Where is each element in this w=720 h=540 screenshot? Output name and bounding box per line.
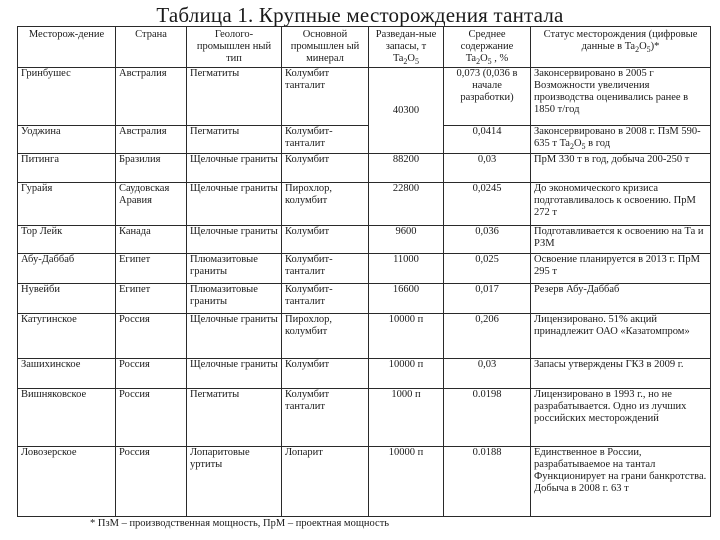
cell-reserves: 9600 — [369, 226, 444, 254]
header-status: Статус месторождения (цифровые данные в $Ta_2O_5)*$ — [531, 27, 711, 68]
cell-country: Египет — [116, 254, 187, 284]
cell-status: Запасы утверждены ГКЗ в 2009 г. — [531, 359, 711, 389]
cell-country: Австралия — [116, 68, 187, 126]
cell-deposit: Гринбушес — [18, 68, 116, 126]
cell-deposit: Катугинское — [18, 314, 116, 359]
cell-country: Саудовская Аравия — [116, 183, 187, 226]
cell-geo-type: Щелочные граниты — [187, 183, 282, 226]
cell-reserves: 10000 п — [369, 447, 444, 517]
cell-country: Россия — [116, 359, 187, 389]
table-row — [18, 226, 711, 254]
cell-geo-type: Щелочные граниты — [187, 314, 282, 359]
cell-deposit: Абу-Даббаб — [18, 254, 116, 284]
cell-country: Австралия — [116, 126, 187, 154]
cell-content: 0,025 — [444, 254, 531, 284]
cell-status: Законсервировано в 2008 г. ПзМ 590-635 т $Ta_2O_5$ в год — [531, 126, 711, 154]
cell-reserves: 10000 п — [369, 314, 444, 359]
cell-status: Освоение планируется в 2013 г. ПрМ 295 т — [531, 254, 711, 284]
cell-mineral: Колумбит-танталит — [282, 284, 369, 314]
cell-reserves: 11000 — [369, 254, 444, 284]
cell-status: Лицензировано. 51% акций принадлежит ОАО «Казатомпром» — [531, 314, 711, 359]
cell-status: До экономического кризиса подготавливалось к освоению. ПрМ 272 т — [531, 183, 711, 226]
cell-mineral: Колумбит танталит — [282, 389, 369, 447]
header-geo-type: Геолого-промышлен ный тип — [187, 27, 282, 68]
table-row — [18, 183, 711, 226]
cell-content: 0,0245 — [444, 183, 531, 226]
cell-geo-type: Лопаритовые уртиты — [187, 447, 282, 517]
cell-content: 0,017 — [444, 284, 531, 314]
cell-geo-type: Пегматиты — [187, 389, 282, 447]
cell-mineral: Пирохлор, колумбит — [282, 314, 369, 359]
cell-geo-type: Пегматиты — [187, 126, 282, 154]
header-row — [18, 27, 711, 68]
cell-reserves: 88200 — [369, 154, 444, 183]
table-row — [18, 359, 711, 389]
table-row — [18, 447, 711, 517]
cell-reserves: 1000 п — [369, 389, 444, 447]
table-row — [18, 254, 711, 284]
cell-deposit: Нувейби — [18, 284, 116, 314]
cell-status: Резерв Абу-Даббаб — [531, 284, 711, 314]
cell-geo-type: Плюмазитовые граниты — [187, 254, 282, 284]
cell-mineral: Колумбит-танталит — [282, 254, 369, 284]
cell-reserves: 40300 — [369, 68, 444, 154]
cell-deposit: Тор Лейк — [18, 226, 116, 254]
cell-content: 0,03 — [444, 154, 531, 183]
cell-deposit: Гурайя — [18, 183, 116, 226]
cell-country: Египет — [116, 284, 187, 314]
cell-deposit: Зашихинское — [18, 359, 116, 389]
cell-geo-type: Плюмазитовые граниты — [187, 284, 282, 314]
cell-geo-type: Щелочные граниты — [187, 154, 282, 183]
footnote: * ПзМ – производственная мощность, ПрМ – проектная мощность — [90, 518, 390, 529]
deposits-table — [17, 26, 711, 517]
header-mineral: Основной промышлен ый минерал — [282, 27, 369, 68]
cell-content: 0,036 — [444, 226, 531, 254]
table-row — [18, 314, 711, 359]
header-country: Страна — [116, 27, 187, 68]
cell-status: Подготавливается к освоению на Та и РЗМ — [531, 226, 711, 254]
header-reserves: Разведан-ные запасы, т $Ta_2O_5$ — [369, 27, 444, 68]
cell-mineral: Колумбит — [282, 154, 369, 183]
cell-deposit: Уоджина — [18, 126, 116, 154]
cell-country: Бразилия — [116, 154, 187, 183]
cell-content: 0,073 (0,036 в начале разработки) — [444, 68, 531, 126]
cell-reserves: 10000 п — [369, 359, 444, 389]
table-row — [18, 68, 711, 126]
cell-content: 0,03 — [444, 359, 531, 389]
cell-country: Канада — [116, 226, 187, 254]
header-content: Среднее содержание $Ta_2O_5$ , % — [444, 27, 531, 68]
cell-status: ПрМ 330 т в год, добыча 200-250 т — [531, 154, 711, 183]
table-row — [18, 284, 711, 314]
cell-content: 0,0414 — [444, 126, 531, 154]
cell-content: 0.0188 — [444, 447, 531, 517]
cell-geo-type: Пегматиты — [187, 68, 282, 126]
table-row — [18, 154, 711, 183]
table-row — [18, 389, 711, 447]
cell-deposit: Питинга — [18, 154, 116, 183]
cell-geo-type: Щелочные граниты — [187, 359, 282, 389]
cell-mineral: Колумбит танталит — [282, 68, 369, 126]
cell-status: Лицензировано в 1993 г., но не разрабатывается. Одно из лучших российских месторождений — [531, 389, 711, 447]
cell-status: Единственное в России, разрабатываемое на тантал Функционирует на грани банкротства. Добыча в 2008 г. 63 т — [531, 447, 711, 517]
cell-mineral: Колумбит — [282, 359, 369, 389]
cell-content: 0,206 — [444, 314, 531, 359]
table-row — [18, 126, 711, 154]
cell-mineral: Пирохлор, колумбит — [282, 183, 369, 226]
cell-mineral: Колумбит-танталит — [282, 126, 369, 154]
cell-deposit: Вишняковское — [18, 389, 116, 447]
cell-mineral: Колумбит — [282, 226, 369, 254]
table-title: Таблица 1. Крупные месторождения тантала — [156, 3, 564, 27]
cell-geo-type: Щелочные граниты — [187, 226, 282, 254]
cell-country: Россия — [116, 389, 187, 447]
cell-content: 0.0198 — [444, 389, 531, 447]
cell-reserves: 22800 — [369, 183, 444, 226]
header-deposit: Месторож-дение — [18, 27, 116, 68]
cell-status: Законсервировано в 2005 г Возможности увеличения производства оценивались ранее в 1850 т/год — [531, 68, 711, 126]
cell-mineral: Лопарит — [282, 447, 369, 517]
cell-reserves: 16600 — [369, 284, 444, 314]
cell-country: Россия — [116, 314, 187, 359]
cell-deposit: Ловозерское — [18, 447, 116, 517]
cell-country: Россия — [116, 447, 187, 517]
